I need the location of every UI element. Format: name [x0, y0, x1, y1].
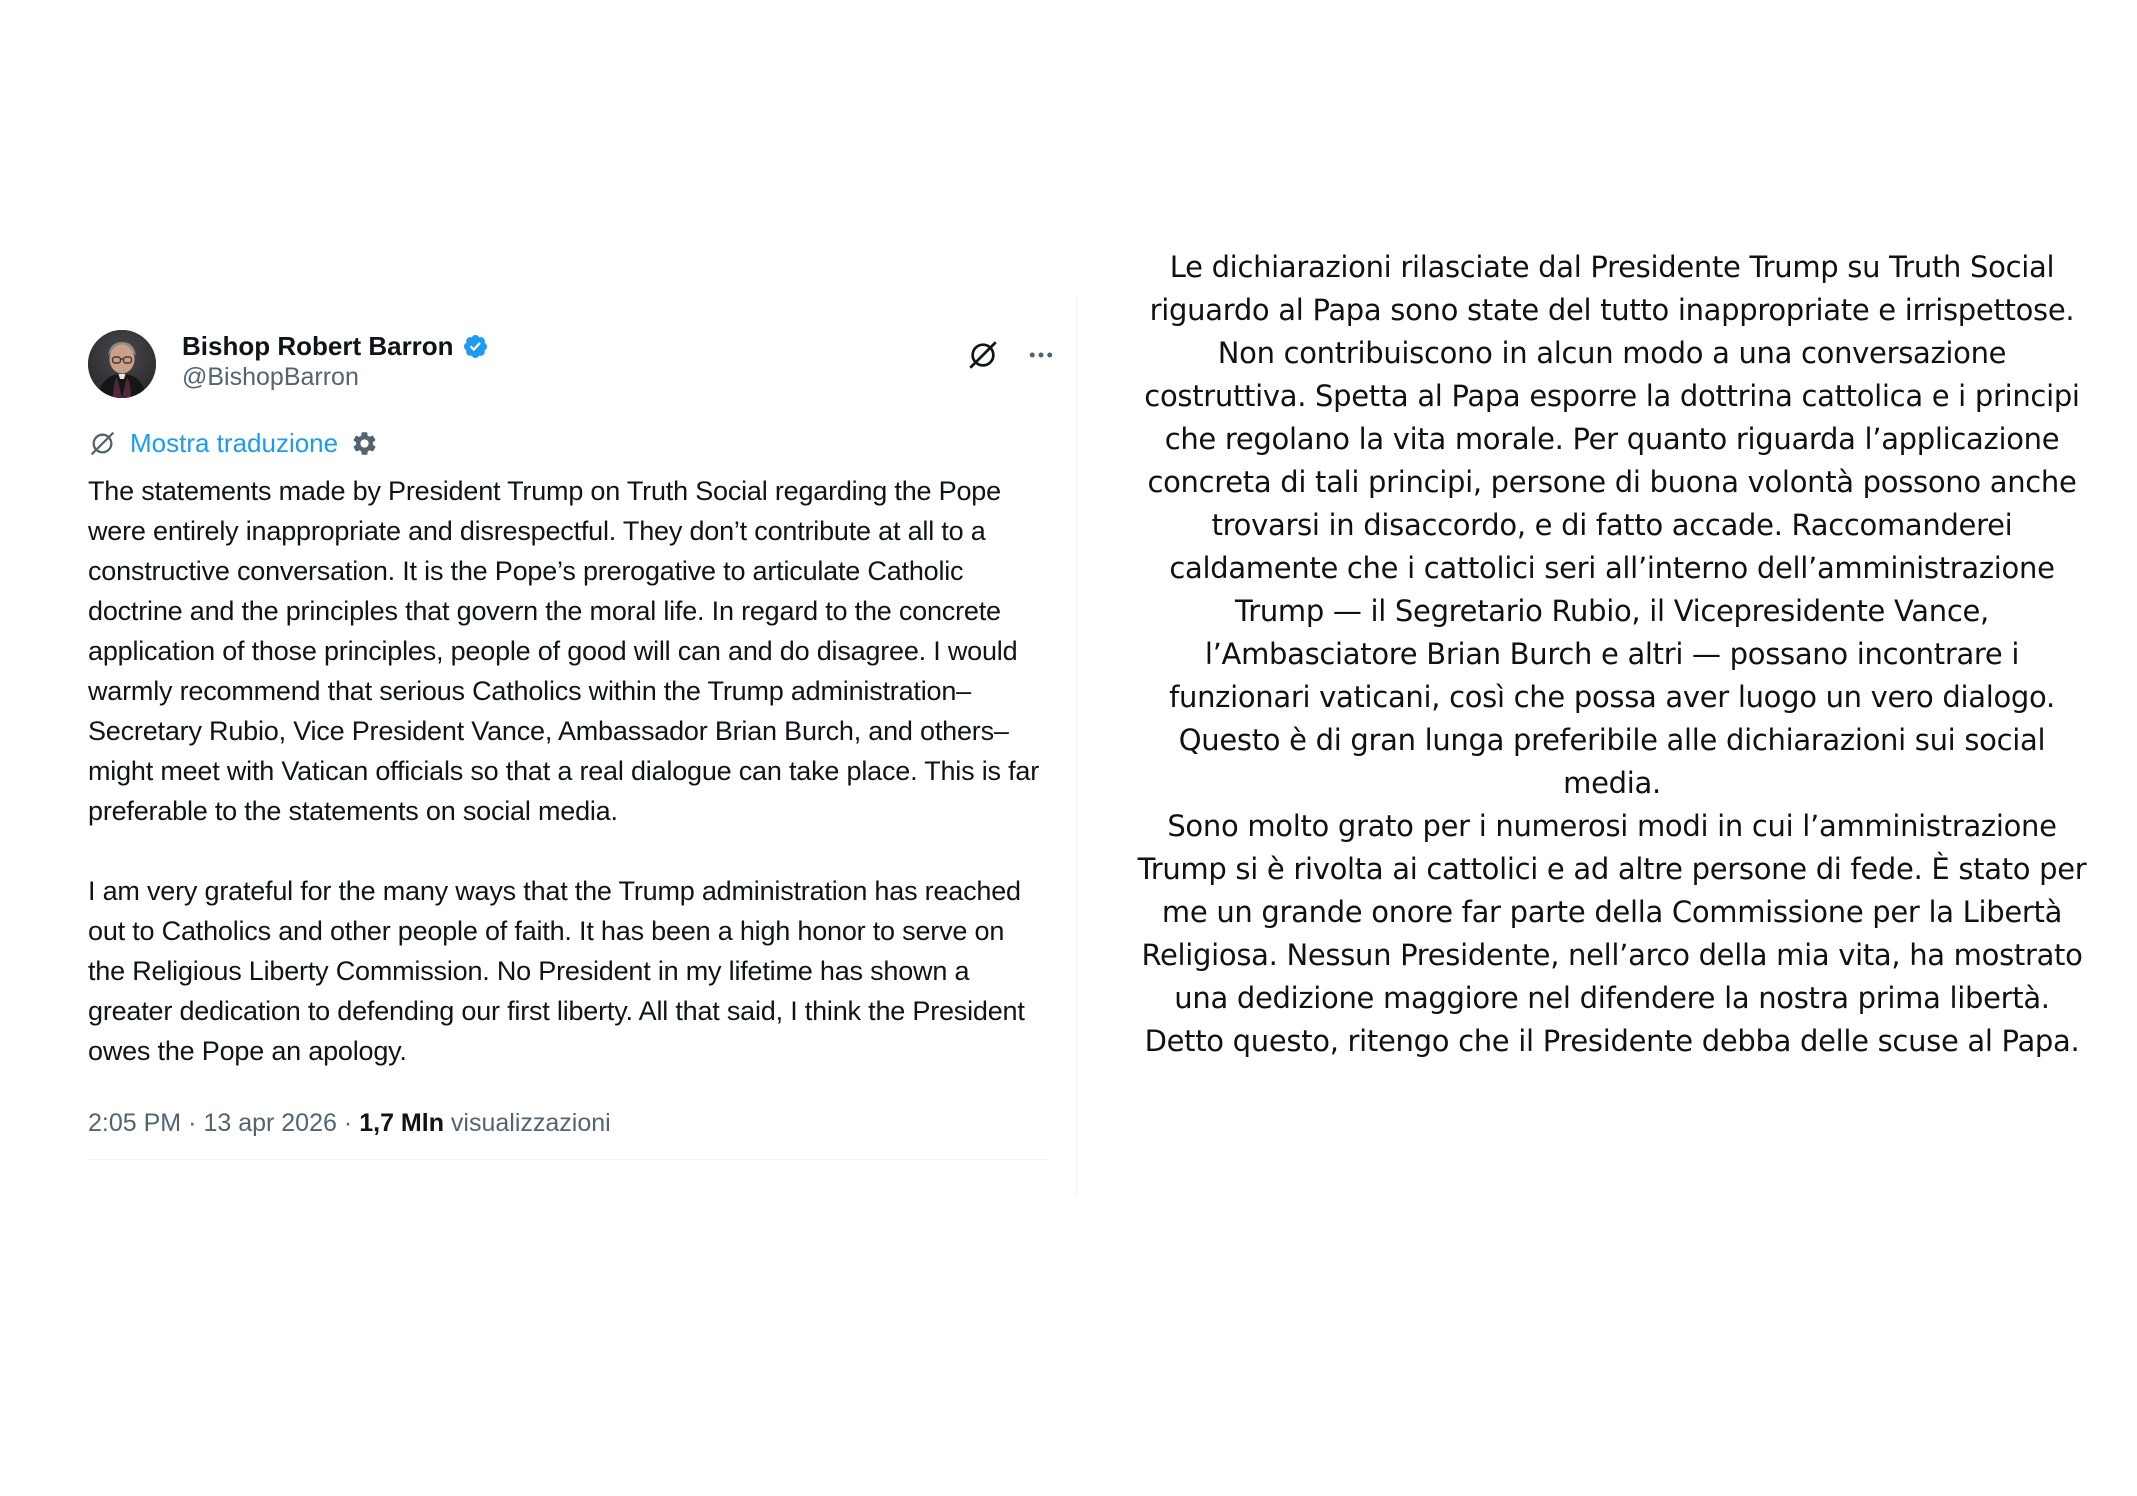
tweet-bottom-divider [88, 1159, 1048, 1160]
translation-bar [88, 426, 1048, 460]
tweet-header [88, 330, 1048, 400]
grok-translate-icon [88, 429, 117, 458]
verified-badge-icon [462, 333, 489, 360]
column-divider [1076, 296, 1077, 1197]
meta-separator: · [188, 1109, 197, 1137]
meta-separator: · [343, 1109, 353, 1137]
avatar-image [88, 330, 156, 398]
author-name[interactable]: Bishop Robert Barron [182, 331, 454, 361]
more-options-icon[interactable] [1026, 340, 1056, 370]
translation-settings-gear-icon[interactable] [351, 430, 378, 457]
views-label: visualizzazioni [450, 1109, 611, 1137]
tweet-time: 2:05 PM [88, 1109, 182, 1137]
tweet-header-actions [966, 338, 1056, 372]
tweet-paragraph-1: The statements made by President Trump on Truth Social regarding the Pope were entirely inappropriate and disrespectful. They don’t contribute at all to a constructive conversation. It is the Pope’s prerogative to articulate Catholic doctrine and the principles that govern the moral life. In regard to the concrete application of those principles, people of good will can and do disagree. I would warmly recommend that serious Catholics within the Trump administration–Secretary Rubio, Vice President Vance, Ambassador Brian Burch, and others–might meet with Vatican officials so that a real dialogue can take place. This is far preferable to the statements on social media. [88, 476, 1040, 826]
tweet-paragraph-2: I am very grateful for the many ways that the Trump administration has reached out to Catholics and other people of faith. It has been a high honor to serve on the Religious Liberty Commission. No President in my lifetime has shown a greater dedication to defending our first liberty. All that said, I think the President owes the Pope an apology. [88, 876, 1025, 1066]
author-handle[interactable]: @BishopBarron [182, 363, 359, 391]
views-count[interactable]: 1,7 Mln [359, 1109, 444, 1137]
show-translation-link[interactable]: Mostra traduzione [130, 427, 339, 458]
tweet-date: 13 apr 2026 [203, 1109, 337, 1137]
tweet-body [88, 471, 1048, 1071]
avatar[interactable] [88, 330, 156, 398]
tweet-card [88, 330, 1048, 1160]
translation-paragraph-2: Sono molto grato per i numerosi modi in cui l’amministrazione Trump si è rivolta ai cattolici e ad altre persone di fede. È stato per me un grande onore far parte della Commissione per la Libertà Religiosa. Nessun Presidente, nell’arco della mia vita, ha mostrato una dedizione maggiore nel difendere la nostra prima libertà. Detto questo, ritengo che il Presidente debba delle scuse al Papa. [1137, 809, 2087, 1058]
translation-panel [1136, 246, 2088, 1063]
translation-paragraph-1: Le dichiarazioni rilasciate dal Presidente Trump su Truth Social riguardo al Papa sono state del tutto inappropriate e irrispettose. Non contribuiscono in alcun modo a una conversazione costruttiva. Spetta al Papa esporre la dottrina cattolica e i principi che regolano la vita morale. Per quanto riguarda l’applicazione concreta di tali principi, persone di buona volontà possono anche trovarsi in disaccordo, e di fatto accade. Raccomanderei caldamente che i cattolici seri all’interno dell’amministrazione Trump — il Segretario Rubio, il Vicepresidente Vance, l’Ambasciatore Brian Burch e altri — possano incontrare i funzionari vaticani, così che possa aver luogo un vero dialogo. Questo è di gran lunga preferibile alle dichiarazioni sui social media. [1144, 250, 2080, 800]
author-id-block [182, 330, 489, 393]
tweet-meta-row [88, 1108, 1048, 1138]
grok-icon[interactable] [966, 338, 1000, 372]
